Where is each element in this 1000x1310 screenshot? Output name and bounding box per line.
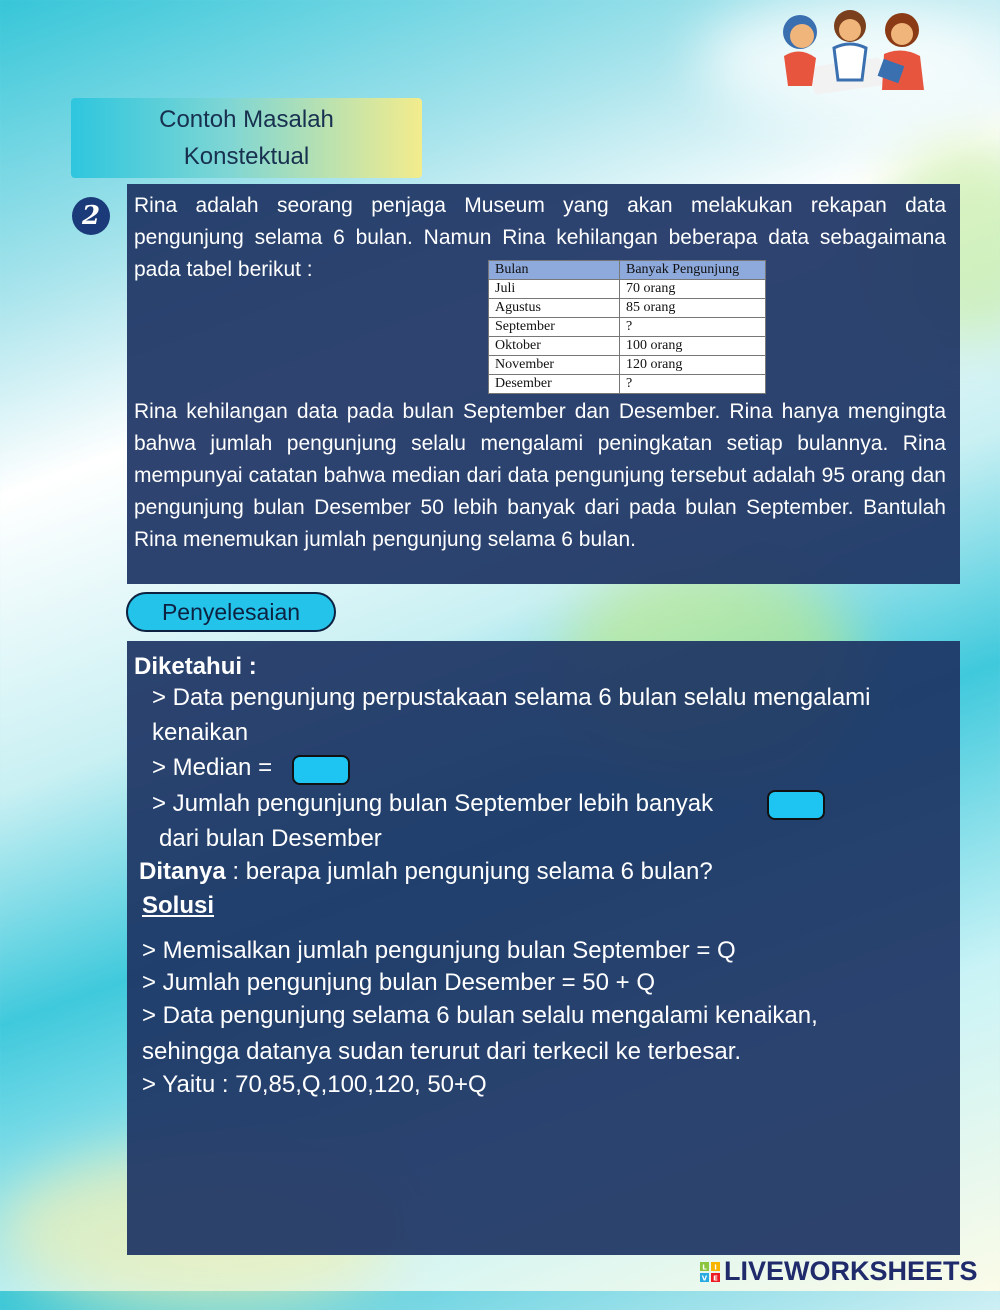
table-cell-month: Juli [489,280,620,299]
asked-label: Ditanya [139,858,226,885]
solution-step-4: > Yaitu : 70,85,Q,100,120, 50+Q [142,1071,487,1098]
visitor-table [488,260,766,394]
asked-text: : berapa jumlah pengunjung selama 6 bulan? [225,858,713,885]
solution-title: Solusi [142,892,215,919]
known-item-1-cont: kenaikan [152,719,249,746]
table-cell-month: November [489,356,620,375]
table-cell-month: Desember [489,375,620,394]
kids-illustration [762,6,937,98]
difference-answer-input[interactable] [767,790,825,820]
table-cell-visitors: 120 orang [620,356,766,375]
header-line-1: Contoh Masalah [159,106,334,133]
table-header-row [489,261,766,280]
solution-step-3-cont: sehingga datanya sudan terurut dari terkecil ke terbesar. [142,1038,742,1065]
liveworksheets-logo-icon [700,1262,720,1282]
known-item-3-cont: dari bulan Desember [159,825,382,852]
known-item-3: > Jumlah pengunjung bulan September lebih banyak [152,790,714,817]
logo-letter: E [713,1274,718,1282]
liveworksheets-brand [700,1256,978,1286]
column-header-visitors: Banyak Pengunjung [620,261,766,280]
table-row [489,375,766,394]
table-row [489,337,766,356]
solution-step-1: > Memisalkan jumlah pengunjung bulan September = Q [142,937,736,964]
table-cell-visitors: ? [620,318,766,337]
section-header [71,98,422,178]
header-line-2: Konstektual [183,143,310,170]
table-row [489,299,766,318]
known-item-1: > Data pengunjung perpustakaan selama 6 bulan selalu mengalami [152,684,871,711]
solution-label: Penyelesaian [126,592,336,632]
problem-number-badge: 2 [72,197,110,235]
logo-letter: I [714,1263,717,1272]
known-item-2: > Median = [152,754,273,781]
table-row [489,280,766,299]
problem-intro: Rina adalah seorang penjaga Museum yang akan melakukan rekapan data pengunjung selama 6 bulan. Namun Rina kehilangan beberapa data sebagaimana pada tabel berikut : [134,194,946,281]
table-cell-visitors: 70 orang [620,280,766,299]
solution-step-2: > Jumlah pengunjung bulan Desember = 50 + Q [142,969,656,996]
table-cell-month: Oktober [489,337,620,356]
asked-line [139,855,713,889]
logo-letter: V [701,1274,708,1282]
logo-letter: L [702,1263,707,1272]
table-row [489,356,766,375]
known-title: Diketahui : [134,653,257,680]
table-cell-month: September [489,318,620,337]
table-row [489,318,766,337]
column-header-month: Bulan [489,261,620,280]
problem-story: Rina kehilangan data pada bulan September dan Desember. Rina hanya mengingta bahwa jumlah pengunjung selalu mengalami peningkatan setiap bulannya. Rina mempunyai catatan bahwa median dari data pengunjung tersebut adalah 95 orang dan pengunjung bulan Desember 50 lebih banyak dari pada bulan September. Bantulah Rina menemukan jumlah pengunjung selama 6 bulan. [134,400,946,551]
table-cell-visitors: 100 orang [620,337,766,356]
table-cell-visitors: ? [620,375,766,394]
solution-step-3: > Data pengunjung selama 6 bulan selalu mengalami kenaikan, [142,1002,818,1029]
table-cell-month: Agustus [489,299,620,318]
table-cell-visitors: 85 orang [620,299,766,318]
brand-name: LIVEWORKSHEETS [724,1256,978,1286]
median-answer-input[interactable] [292,755,350,785]
